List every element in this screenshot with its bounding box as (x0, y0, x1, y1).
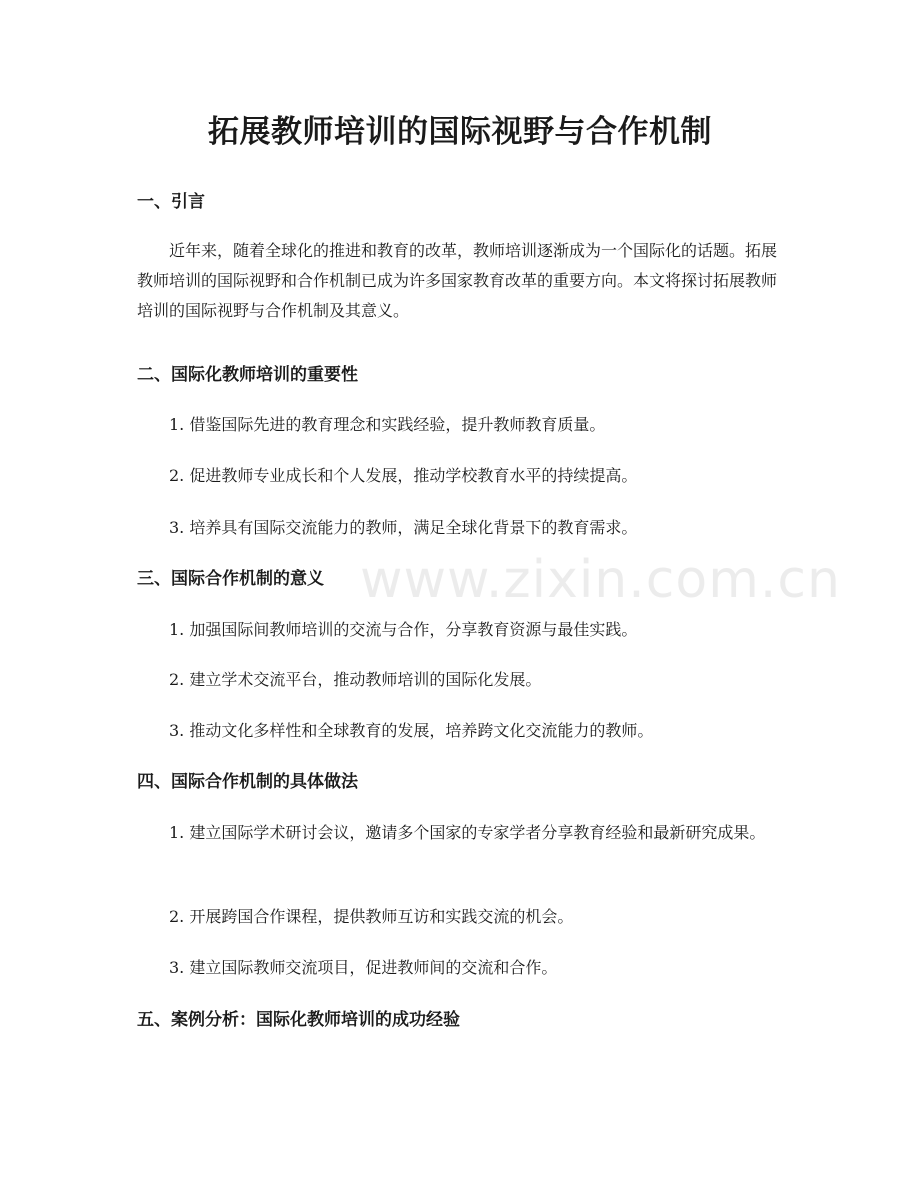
importance-item-2: 2. 促进教师专业成长和个人发展，推动学校教育水平的持续提高。 (169, 466, 638, 485)
practices-item-1: 1. 建立国际学术研讨会议，邀请多个国家的专家学者分享教育经验和最新研究成果。 (169, 823, 766, 842)
document-title: 拓展教师培训的国际视野与合作机制 (208, 114, 712, 150)
section-heading-practices: 四、国际合作机制的具体做法 (137, 772, 358, 792)
practices-item-3: 3. 建立国际教师交流项目，促进教师间的交流和合作。 (169, 958, 558, 977)
importance-item-3: 3. 培养具有国际交流能力的教师，满足全球化背景下的教育需求。 (169, 518, 638, 537)
watermark-text: www.zixin.com.cn (360, 550, 841, 610)
section-heading-introduction: 一、引言 (137, 192, 205, 212)
section-heading-significance: 三、国际合作机制的意义 (137, 569, 324, 589)
section-heading-case-study: 五、案例分析：国际化教师培训的成功经验 (137, 1010, 460, 1030)
significance-item-2: 2. 建立学术交流平台，推动教师培训的国际化发展。 (169, 670, 542, 689)
introduction-paragraph: 近年来，随着全球化的推进和教育的改革，教师培训逐渐成为一个国际化的话题。拓展教师培训的国际视野和合作机制已成为许多国家教育改革的重要方向。本文将探讨拓展教师培训的国际视野与合作机制及其意义。 (137, 241, 778, 320)
significance-item-3: 3. 推动文化多样性和全球教育的发展，培养跨文化交流能力的教师。 (169, 721, 654, 740)
significance-item-1: 1. 加强国际间教师培训的交流与合作，分享教育资源与最佳实践。 (169, 620, 638, 639)
section-heading-importance: 二、国际化教师培训的重要性 (137, 365, 358, 385)
importance-item-1: 1. 借鉴国际先进的教育理念和实践经验，提升教师教育质量。 (169, 415, 606, 434)
practices-item-2: 2. 开展跨国合作课程，提供教师互访和实践交流的机会。 (169, 907, 574, 926)
